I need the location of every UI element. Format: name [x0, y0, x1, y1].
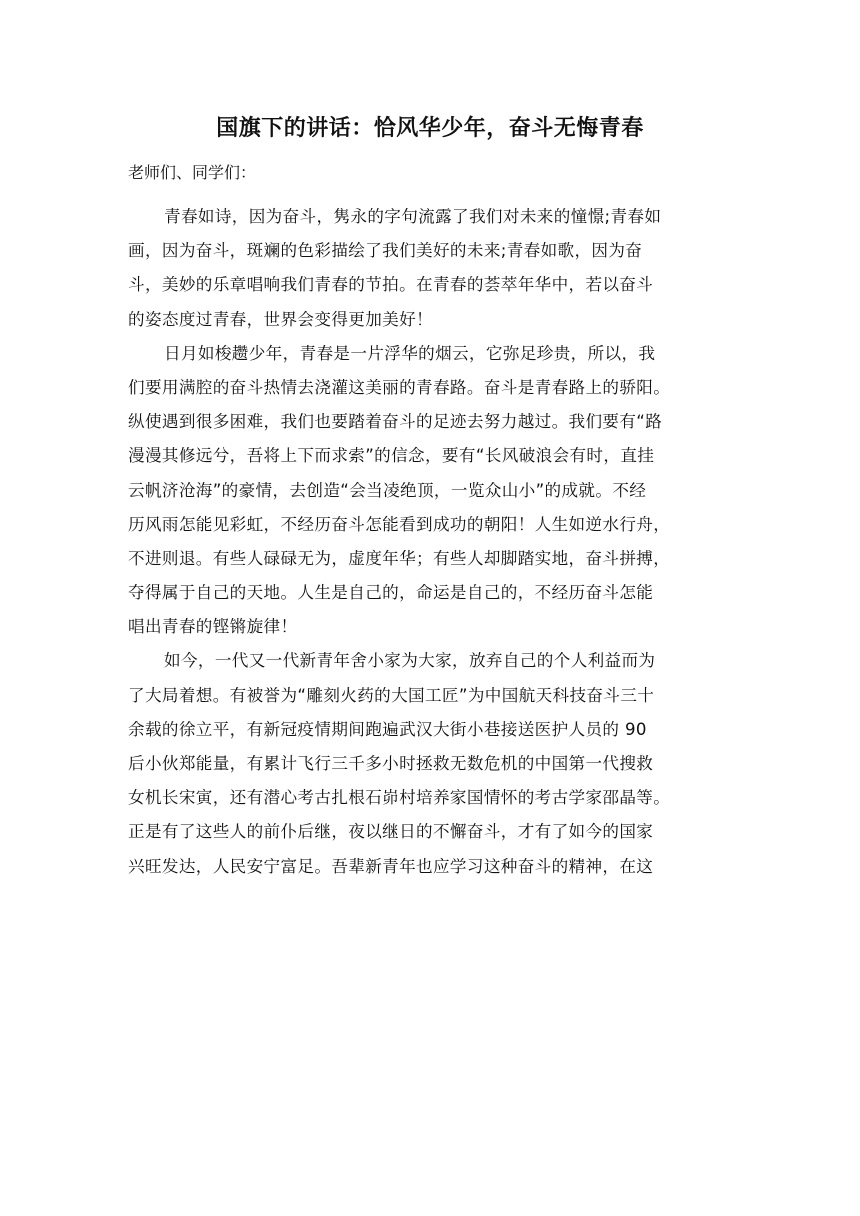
text-line: 历风雨怎能见彩虹，不经历奋斗怎能看到成功的朝阳！人生如逆水行舟， — [128, 514, 671, 534]
text-line: 后小伙郑能量，有累计飞行三千多小时拯救无数危机的中国第一代搜救 — [128, 754, 654, 773]
text-line: 如今，一代又一代新青年舍小家为大家，放弃自己的个人利益而为 — [164, 651, 656, 671]
speech-body — [128, 200, 740, 884]
text-line: 不进则退。有些人碌碌无为，虚度年华；有些人却脚踏实地，奋斗拼搏， — [128, 548, 671, 568]
text-line: 正是有了这些人的前仆后继，夜以继日的不懈奋斗，才有了如今的国家 — [128, 822, 654, 842]
greeting-line: 老师们、同学们： — [128, 163, 257, 182]
text-line: 女机长宋寅，还有潜心考古扎根石峁村培养家国情怀的考古学家邵晶等。 — [128, 788, 671, 808]
text-line: 了大局着想。有被誉为“雕刻火药的大国工匠”为中国航天科技奋斗三十 — [128, 685, 655, 705]
text-line: 们要用满腔的奋斗热情去浇灌这美丽的青春路。奋斗是青春路上的骄阳。 — [128, 377, 671, 397]
text-line: 日月如梭趱少年，青春是一片浮华的烟云，它弥足珍贵，所以，我 — [164, 343, 656, 363]
text-line: 斗，美妙的乐章唱响我们青春的节拍。在青春的荟萃年华中，若以奋斗 — [128, 275, 654, 295]
text-line: 唱出青春的铿锵旋律！ — [128, 617, 298, 637]
text-line: 青春如诗，因为奋斗，隽永的字句流露了我们对未来的憧憬;青春如 — [164, 207, 662, 226]
text-line: 的姿态度过青春，世界会变得更加美好！ — [128, 309, 433, 329]
page-title: 国旗下的讲话：恰风华少年，奋斗无悔青春 — [216, 116, 644, 141]
text-line: 夺得属于自己的天地。人生是自己的，命运是自己的，不经历奋斗怎能 — [128, 583, 654, 603]
text-line: 纵使遇到很多困难，我们也要踏着奋斗的足迹去努力越过。我们要有“路 — [128, 412, 663, 432]
text-line: 余载的徐立平，有新冠疫情期间跑遍武汉大街小巷接送医护人员的 90 — [128, 719, 647, 739]
text-line: 漫漫其修远兮，吾将上下而求索”的信念，要有“长风破浪会有时，直挂 — [128, 446, 655, 466]
text-line: 云帆济沧海”的豪情，去创造“会当凌绝顶，一览众山小”的成就。不经 — [128, 480, 647, 500]
text-line: 画，因为奋斗，斑斓的色彩描绘了我们美好的未来;青春如歌，因为奋 — [128, 241, 643, 261]
text-line: 兴旺发达，人民安宁富足。吾辈新青年也应学习这种奋斗的精神，在这 — [128, 856, 654, 876]
